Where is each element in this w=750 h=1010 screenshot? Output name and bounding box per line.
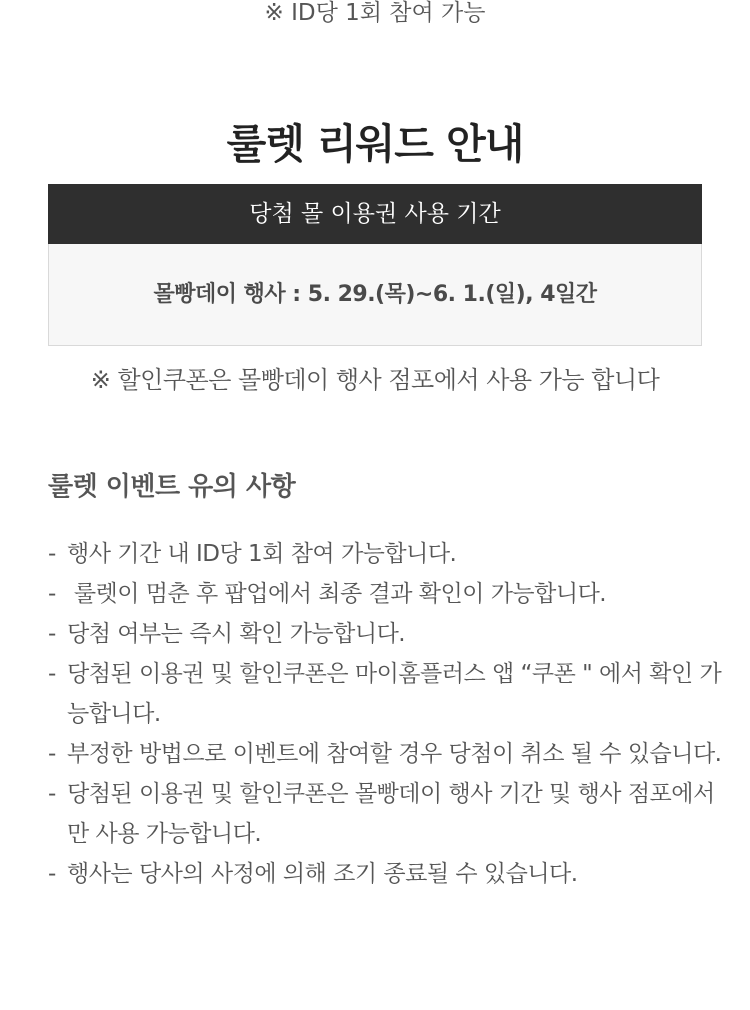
list-item <box>48 654 728 734</box>
notice-list <box>48 534 728 894</box>
list-item-text: 당첨된 이용권 및 할인쿠폰은 마이홈플러스 앱 “쿠폰 " 에서 확인 가능합니다. <box>67 661 722 727</box>
usage-period-table <box>48 184 702 346</box>
notice-section-title: 룰렛 이벤트 유의 사항 <box>48 472 296 502</box>
list-dash: - <box>48 741 56 767</box>
list-dash: - <box>48 581 56 607</box>
list-item <box>48 854 728 894</box>
list-item-text: 당첨 여부는 즉시 확인 가능합니다. <box>67 621 406 647</box>
page-title: 룰렛 리워드 안내 <box>226 120 524 168</box>
list-item <box>48 614 728 654</box>
list-dash: - <box>48 541 56 567</box>
list-item-text: 룰렛이 멈춘 후 팝업에서 최종 결과 확인이 가능합니다. <box>67 581 607 607</box>
list-item <box>48 574 728 614</box>
list-item-text: 행사는 당사의 사정에 의해 조기 종료될 수 있습니다. <box>67 861 578 887</box>
usage-period-value: 몰빵데이 행사 : 5. 29.(목)~6. 1.(일), 4일간 <box>48 244 702 346</box>
list-item-text: 부정한 방법으로 이벤트에 참여할 경우 당첨이 취소 될 수 있습니다. <box>67 741 722 767</box>
list-dash: - <box>48 621 56 647</box>
coupon-usage-note: ※ 할인쿠폰은 몰빵데이 행사 점포에서 사용 가능 합니다 <box>90 366 660 394</box>
usage-period-header: 당첨 몰 이용권 사용 기간 <box>48 184 702 244</box>
list-item <box>48 774 728 854</box>
list-dash: - <box>48 861 56 887</box>
list-item-text: 행사 기간 내 ID당 1회 참여 가능합니다. <box>67 541 457 567</box>
list-item <box>48 734 728 774</box>
list-item-text: 당첨된 이용권 및 할인쿠폰은 몰빵데이 행사 기간 및 행사 점포에서만 사용 가능합니다. <box>67 781 715 847</box>
participation-limit-note: ※ ID당 1회 참여 가능 <box>264 0 486 26</box>
list-item <box>48 534 728 574</box>
list-dash: - <box>48 781 56 807</box>
list-dash: - <box>48 661 56 687</box>
